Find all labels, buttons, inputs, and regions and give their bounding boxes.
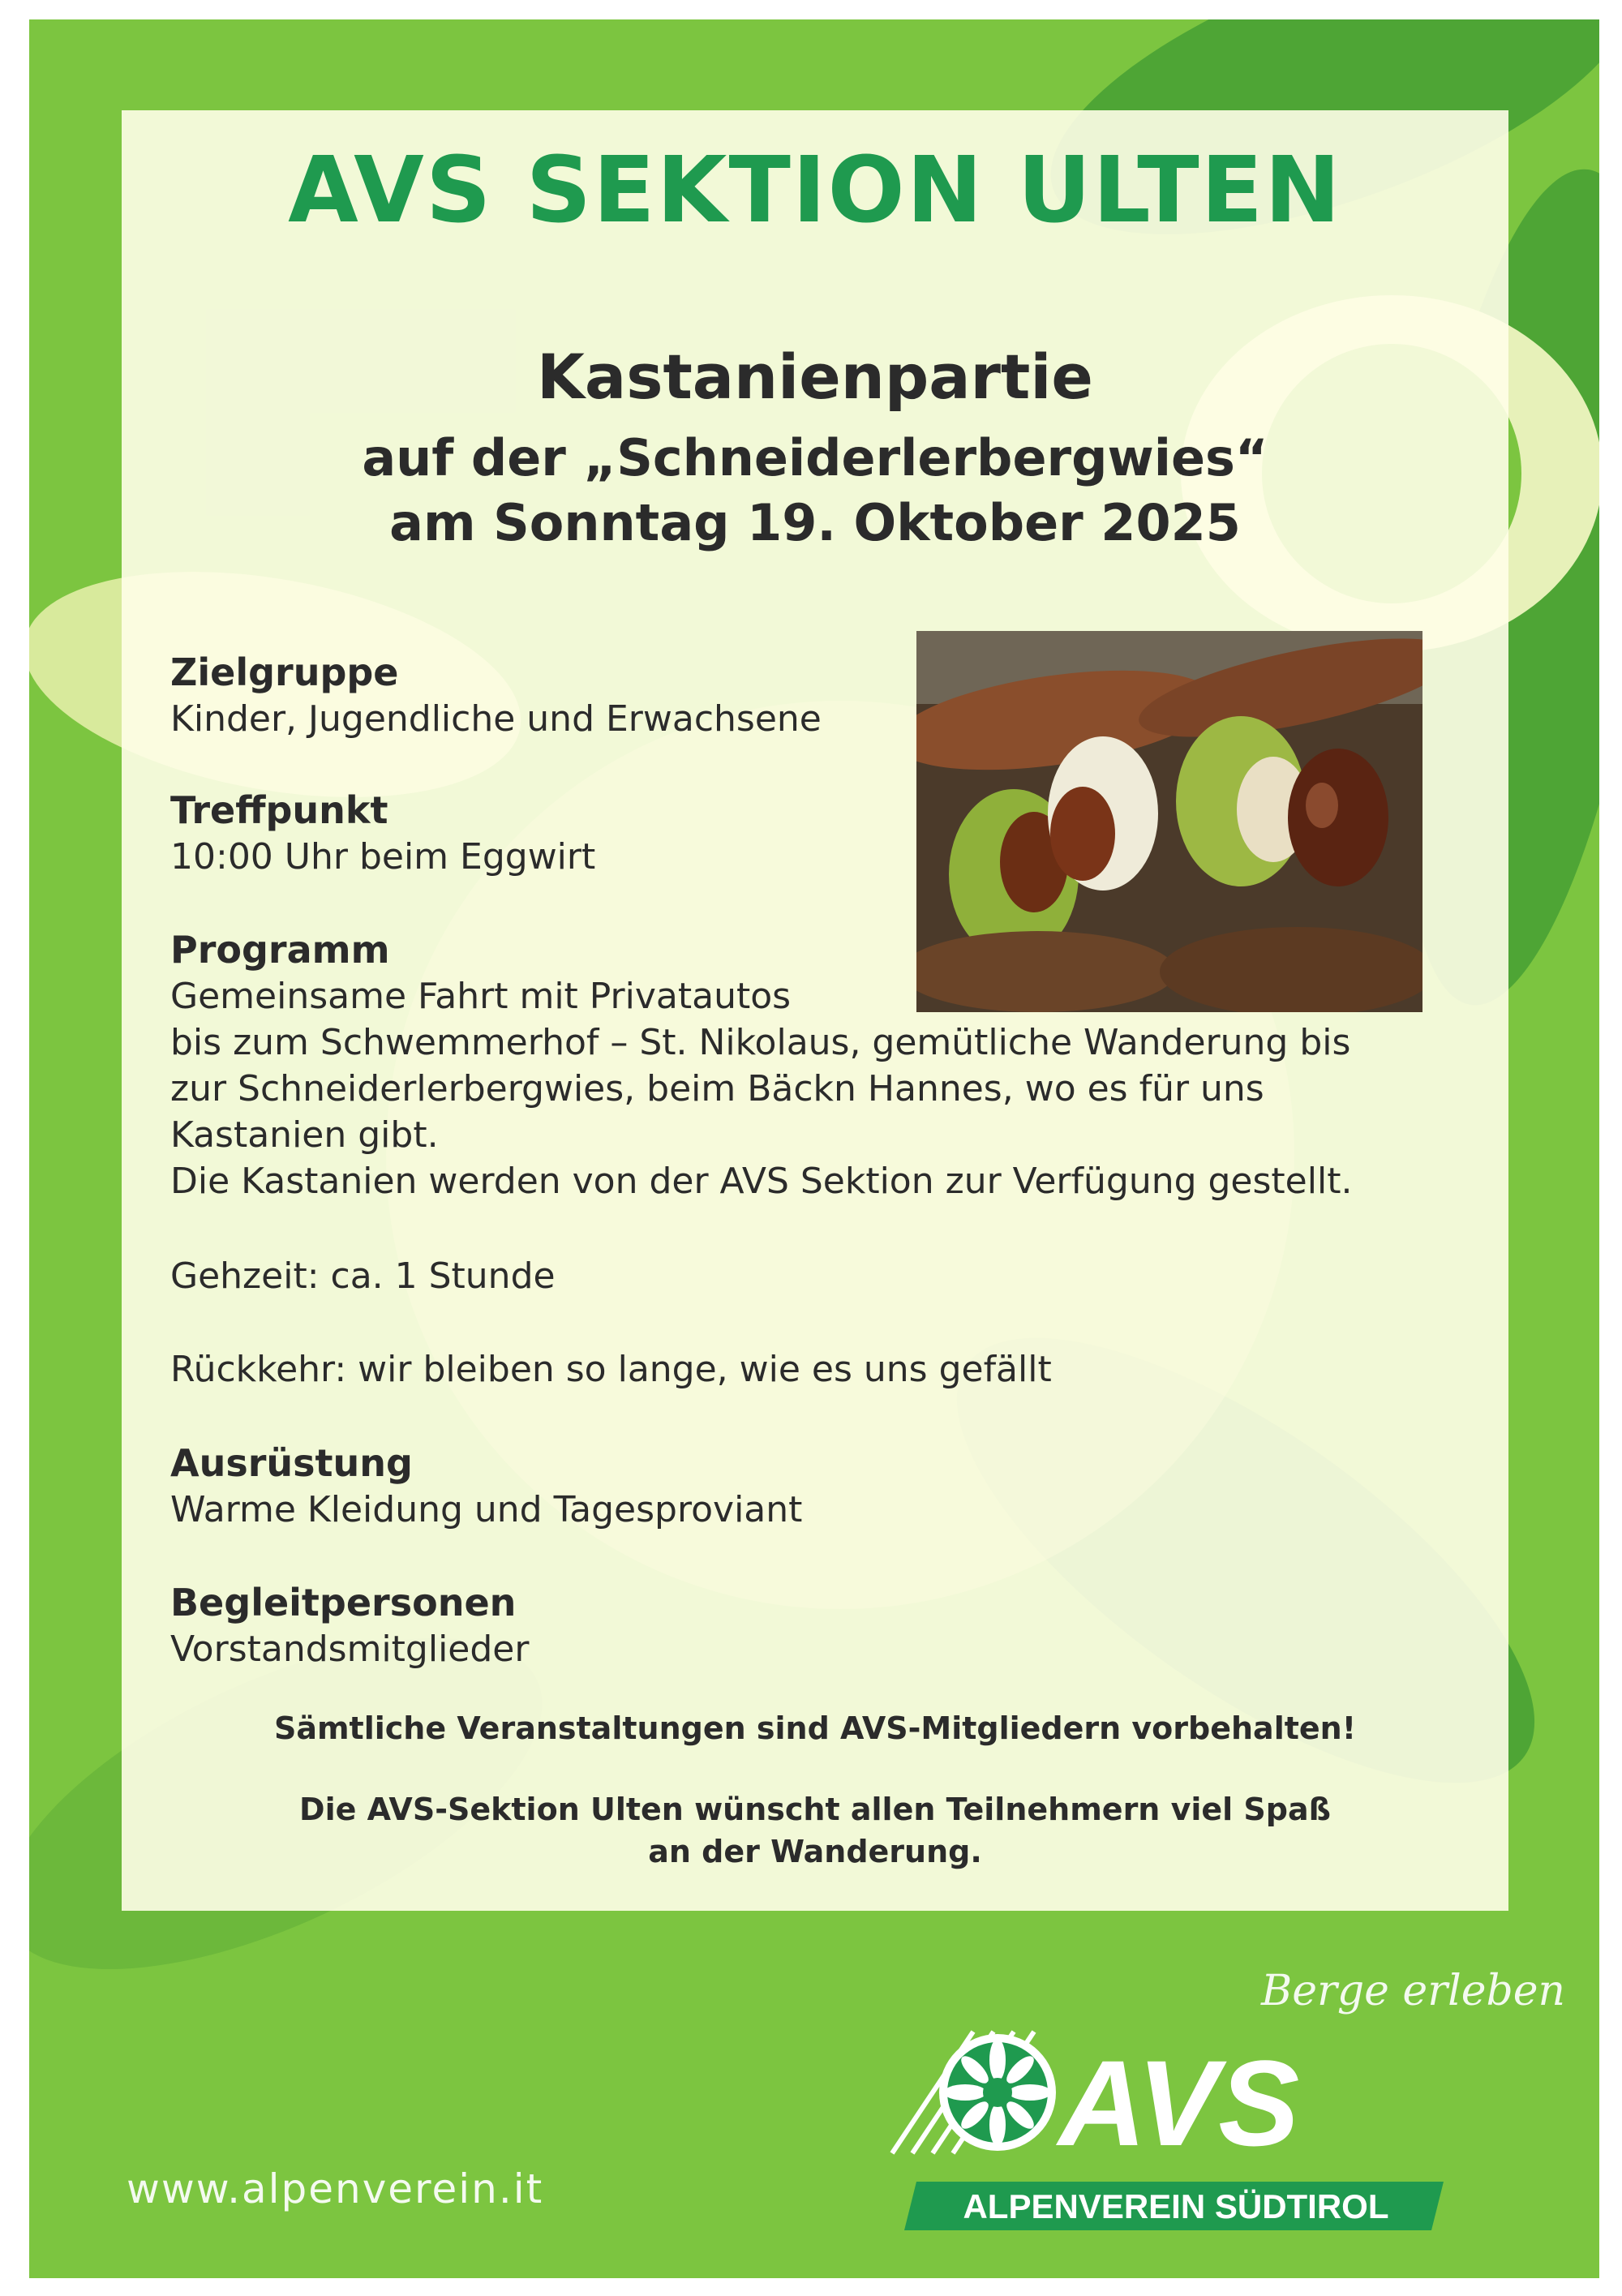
logo-subtitle: ALPENVEREIN SÜDTIROL bbox=[963, 2187, 1389, 2225]
logo-text: AVS bbox=[1058, 2035, 1300, 2171]
zielgruppe-section bbox=[170, 649, 822, 742]
rueckkehr-text: Rückkehr: wir bleiben so lange, wie es uns gefällt bbox=[170, 1349, 1052, 1390]
event-location: auf der „Schneiderlerbergwies“ bbox=[362, 428, 1268, 487]
programm-heading: Programm bbox=[170, 928, 390, 972]
programm-line: Kastanien gibt. bbox=[170, 1114, 439, 1156]
event-date: am Sonntag 19. Oktober 2025 bbox=[389, 493, 1241, 552]
avs-logo bbox=[884, 2023, 1444, 2259]
programm-line: bis zum Schwemmerhof – St. Nikolaus, gemütliche Wanderung bis bbox=[170, 1022, 1351, 1063]
ausruestung-text: Warme Kleidung und Tagesproviant bbox=[170, 1489, 803, 1530]
ausruestung-heading: Ausrüstung bbox=[170, 1441, 413, 1485]
members-only-notice: Sämtliche Veranstaltungen sind AVS-Mitgliedern vorbehalten! bbox=[273, 1710, 1357, 1746]
event-name: Kastanienpartie bbox=[537, 341, 1093, 413]
wishes-line-1: Die AVS-Sektion Ulten wünscht allen Teilnehmern viel Spaß bbox=[299, 1792, 1331, 1827]
gehzeit-text: Gehzeit: ca. 1 Stunde bbox=[170, 1255, 556, 1297]
programm-line: Gemeinsame Fahrt mit Privatautos bbox=[170, 976, 792, 1017]
begleitpersonen-section bbox=[170, 1579, 529, 1672]
wishes-line-2: an der Wanderung. bbox=[648, 1834, 982, 1869]
ausruestung-section bbox=[170, 1440, 802, 1533]
website-link[interactable]: www.alpenverein.it bbox=[127, 2165, 544, 2212]
slogan: Berge erleben bbox=[1261, 1967, 1566, 2015]
begleitpersonen-heading: Begleitpersonen bbox=[170, 1581, 517, 1624]
treffpunkt-text: 10:00 Uhr beim Eggwirt bbox=[170, 836, 596, 878]
programm-line: Die Kastanien werden von der AVS Sektion zur Verfügung gestellt. bbox=[170, 1161, 1353, 1202]
programm-line: zur Schneiderlerbergwies, beim Bäckn Hannes, wo es für uns bbox=[170, 1068, 1264, 1109]
section-title: AVS SEKTION ULTEN bbox=[288, 138, 1342, 243]
treffpunkt-section bbox=[170, 787, 595, 880]
treffpunkt-heading: Treffpunkt bbox=[170, 788, 388, 832]
zielgruppe-heading: Zielgruppe bbox=[170, 650, 399, 694]
programm-section bbox=[170, 926, 1352, 1204]
begleitpersonen-text: Vorstandsmitglieder bbox=[170, 1629, 530, 1670]
zielgruppe-text: Kinder, Jugendliche und Erwachsene bbox=[170, 698, 822, 740]
edelweiss-icon bbox=[939, 2034, 1056, 2151]
